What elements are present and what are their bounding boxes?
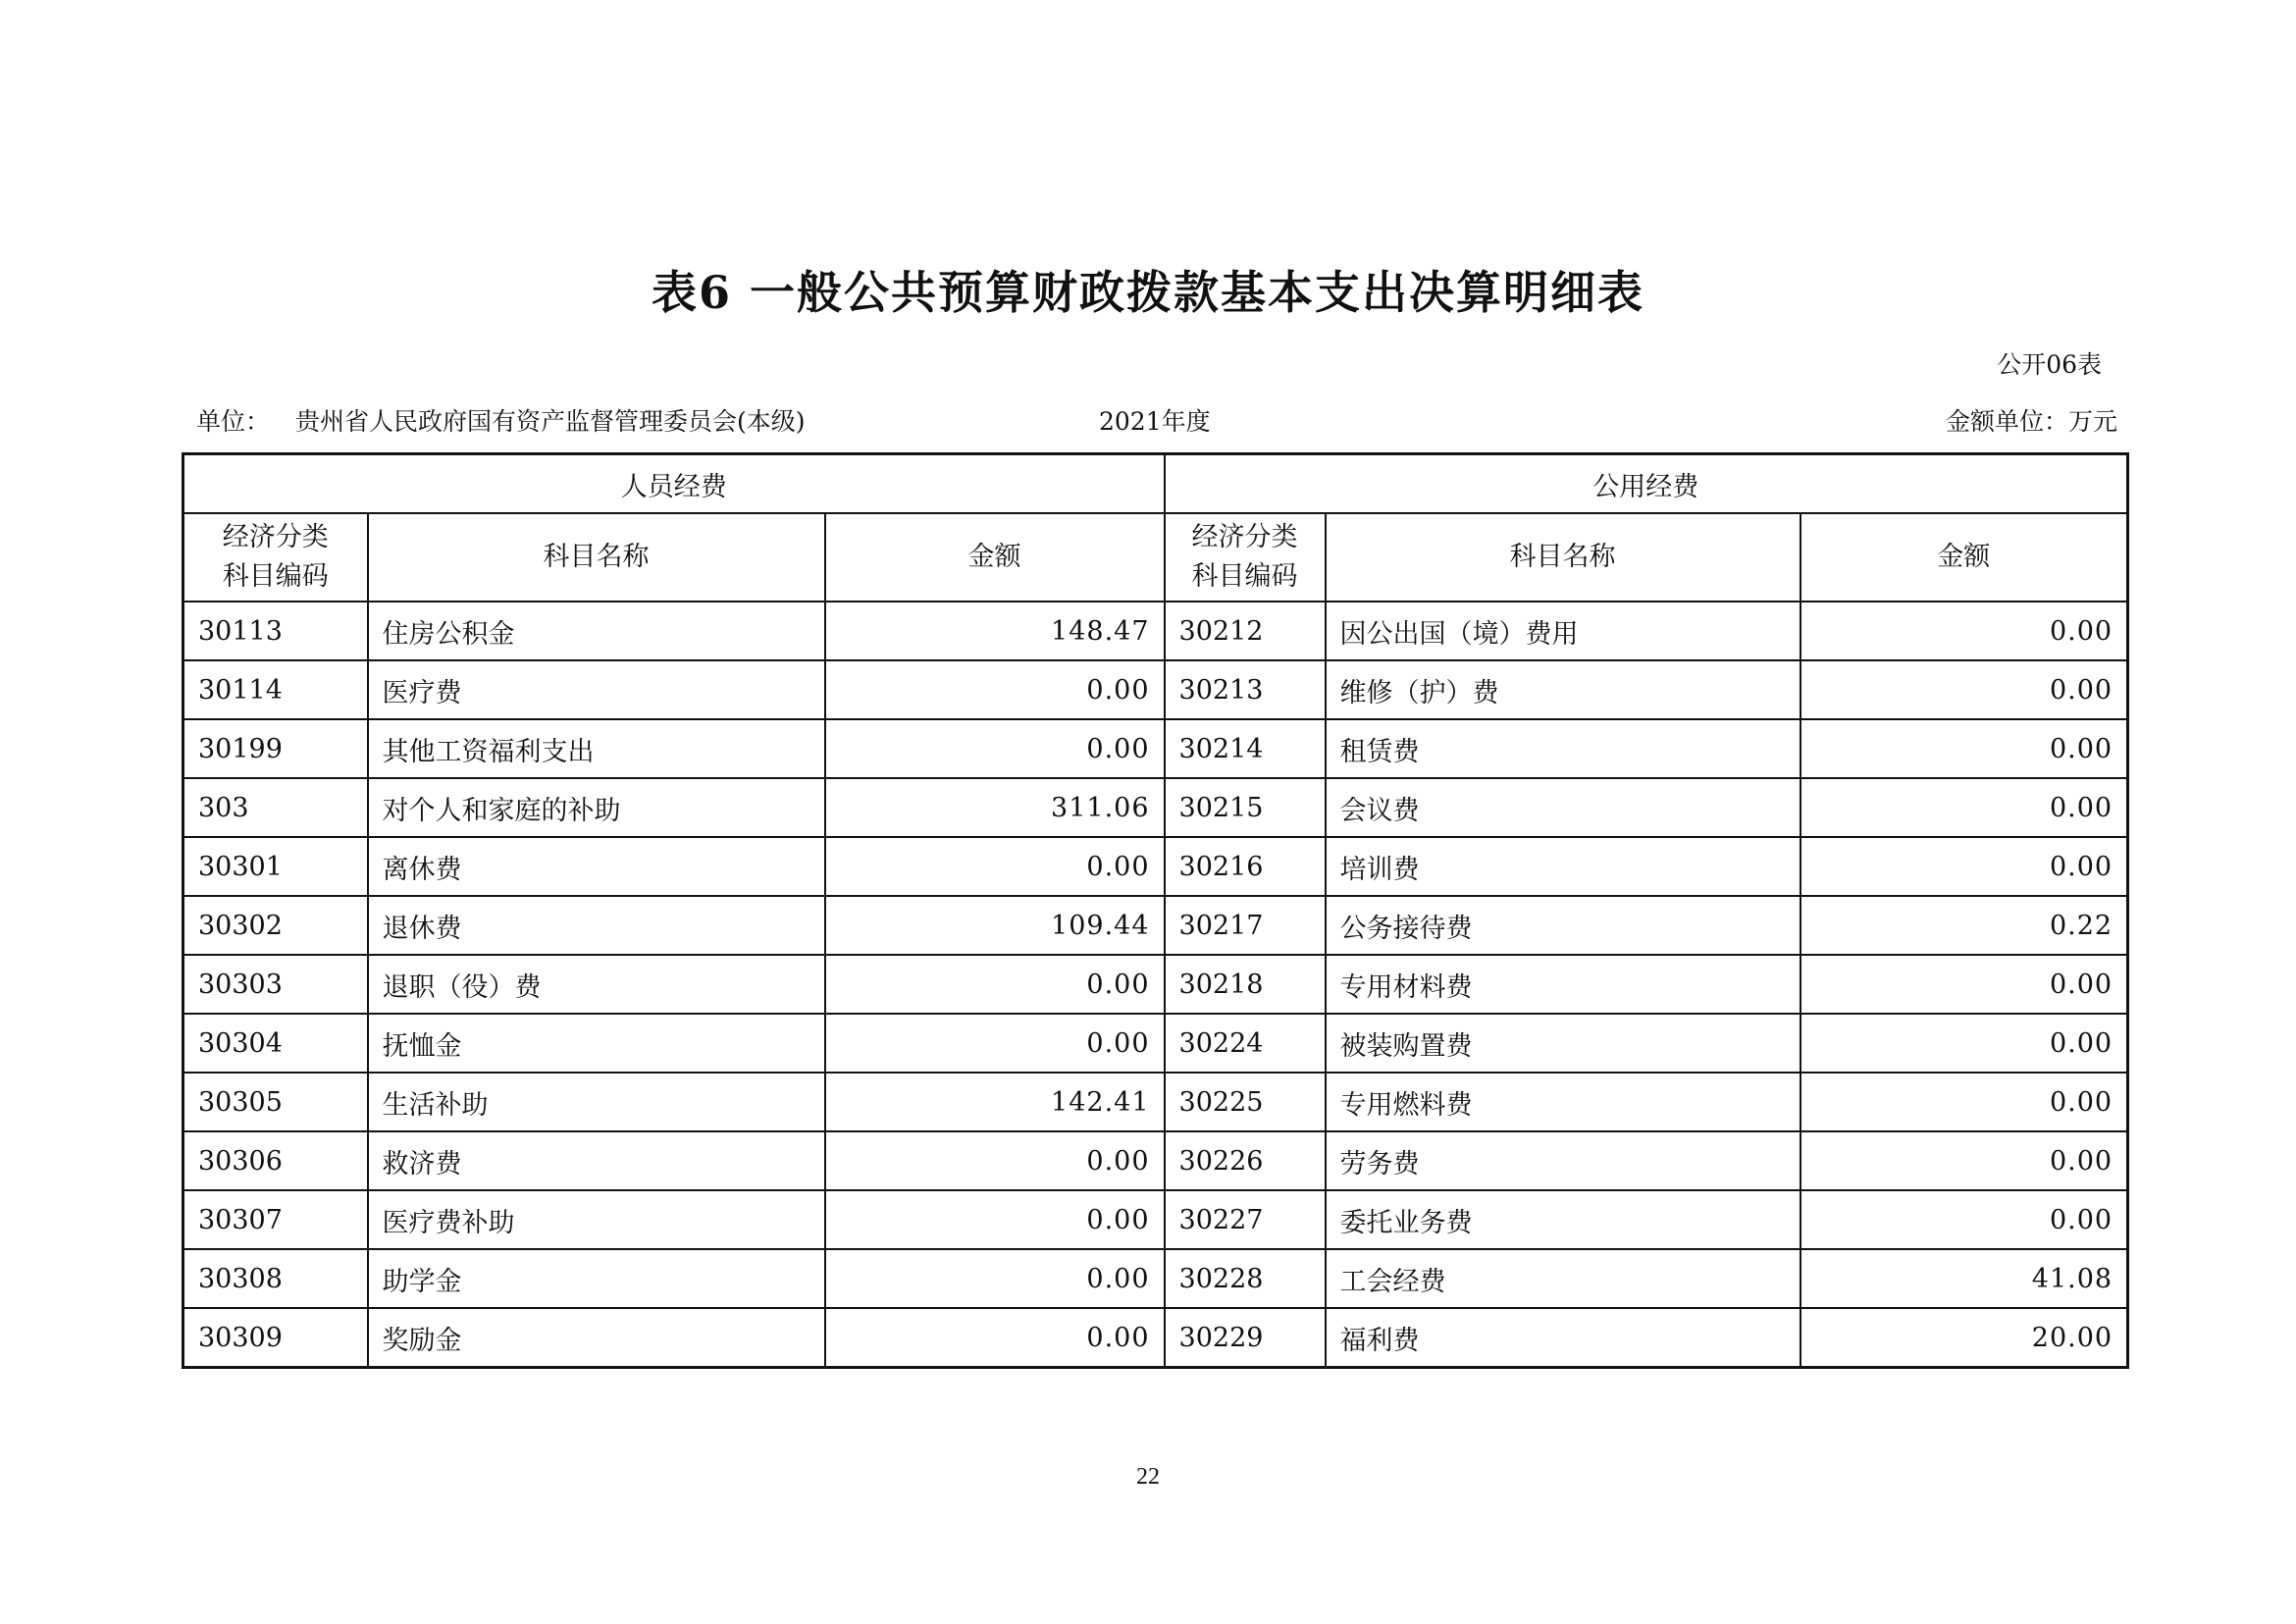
unit-info (196, 402, 806, 438)
public-code: 30218 (1165, 955, 1326, 1014)
public-item-name: 福利费 (1326, 1308, 1800, 1368)
personnel-amount: 0.00 (825, 1308, 1165, 1368)
code-header-line2: 科目编码 (1191, 561, 1298, 592)
amount-column-header: 金额 (825, 513, 1165, 602)
public-amount: 0.00 (1800, 719, 2128, 778)
personnel-item-name: 住房公积金 (368, 602, 825, 660)
personnel-item-name: 离休费 (368, 837, 825, 896)
personnel-code: 30309 (183, 1308, 368, 1368)
personnel-code: 30304 (183, 1014, 368, 1073)
public-code: 30217 (1165, 896, 1326, 955)
code-header-line1: 经济分类 (1191, 522, 1298, 552)
personnel-code: 30303 (183, 955, 368, 1014)
personnel-amount: 109.44 (825, 896, 1165, 955)
budget-table (182, 452, 2129, 1369)
public-item-name: 因公出国（境）费用 (1326, 602, 1800, 660)
public-item-name: 会议费 (1326, 778, 1800, 837)
form-number: 公开06表 (1997, 350, 2102, 379)
public-item-name: 专用燃料费 (1326, 1073, 1800, 1131)
public-code: 30214 (1165, 719, 1326, 778)
public-amount: 0.00 (1800, 955, 2128, 1014)
public-item-name: 专用材料费 (1326, 955, 1800, 1014)
public-item-name: 工会经费 (1326, 1249, 1800, 1308)
table-row (183, 602, 2128, 660)
public-code: 30225 (1165, 1073, 1326, 1131)
personnel-amount: 0.00 (825, 1190, 1165, 1249)
personnel-code: 30307 (183, 1190, 368, 1249)
fiscal-year: 2021年度 (1099, 407, 1211, 436)
personnel-item-name: 抚恤金 (368, 1014, 825, 1073)
personnel-amount: 311.06 (825, 778, 1165, 837)
personnel-amount: 0.00 (825, 719, 1165, 778)
personnel-code: 30308 (183, 1249, 368, 1308)
table-row (183, 719, 2128, 778)
personnel-expense-header: 人员经费 (183, 454, 1165, 514)
personnel-code: 303 (183, 778, 368, 837)
table-row (183, 837, 2128, 896)
table-row (183, 1190, 2128, 1249)
public-item-name: 被装购置费 (1326, 1014, 1800, 1073)
unit-label: 单位： (196, 407, 271, 436)
public-code: 30212 (1165, 602, 1326, 660)
page-number: 22 (1136, 1464, 1160, 1490)
personnel-item-name: 其他工资福利支出 (368, 719, 825, 778)
public-amount: 0.00 (1800, 1131, 2128, 1190)
currency-unit: 金额单位：万元 (1945, 407, 2117, 436)
name-column-header: 科目名称 (368, 513, 825, 602)
personnel-amount: 0.00 (825, 1131, 1165, 1190)
personnel-item-name: 救济费 (368, 1131, 825, 1190)
code-header-line2: 科目编码 (222, 561, 329, 592)
public-code: 30224 (1165, 1014, 1326, 1073)
personnel-item-name: 医疗费 (368, 660, 825, 719)
public-item-name: 培训费 (1326, 837, 1800, 896)
public-code: 30216 (1165, 837, 1326, 896)
amount-column-header: 金额 (1800, 513, 2128, 602)
personnel-amount: 0.00 (825, 1249, 1165, 1308)
public-amount: 0.00 (1800, 1190, 2128, 1249)
public-item-name: 维修（护）费 (1326, 660, 1800, 719)
page-title: 表6 一般公共预算财政拨款基本支出决算明细表 (651, 266, 1645, 319)
personnel-item-name: 退休费 (368, 896, 825, 955)
personnel-amount: 0.00 (825, 955, 1165, 1014)
public-code: 30227 (1165, 1190, 1326, 1249)
table-row (183, 1073, 2128, 1131)
name-column-header: 科目名称 (1326, 513, 1800, 602)
table-row (183, 896, 2128, 955)
public-code: 30229 (1165, 1308, 1326, 1368)
code-header-line1: 经济分类 (222, 522, 329, 552)
public-amount: 0.00 (1800, 778, 2128, 837)
public-code: 30228 (1165, 1249, 1326, 1308)
table-row (183, 1014, 2128, 1073)
public-item-name: 劳务费 (1326, 1131, 1800, 1190)
personnel-code: 30301 (183, 837, 368, 896)
public-amount: 0.00 (1800, 1014, 2128, 1073)
public-code: 30226 (1165, 1131, 1326, 1190)
public-amount: 0.00 (1800, 660, 2128, 719)
personnel-amount: 0.00 (825, 660, 1165, 719)
personnel-amount: 142.41 (825, 1073, 1165, 1131)
personnel-amount: 0.00 (825, 1014, 1165, 1073)
public-expense-header: 公用经费 (1165, 454, 2128, 514)
group-header-row (183, 454, 2128, 514)
personnel-item-name: 生活补助 (368, 1073, 825, 1131)
personnel-code: 30199 (183, 719, 368, 778)
public-amount: 0.22 (1800, 896, 2128, 955)
public-item-name: 公务接待费 (1326, 896, 1800, 955)
personnel-code: 30306 (183, 1131, 368, 1190)
public-amount: 0.00 (1800, 837, 2128, 896)
column-header-row (183, 513, 2128, 602)
personnel-item-name: 医疗费补助 (368, 1190, 825, 1249)
table-row (183, 1249, 2128, 1308)
personnel-code: 30113 (183, 602, 368, 660)
personnel-amount: 148.47 (825, 602, 1165, 660)
personnel-code: 30302 (183, 896, 368, 955)
personnel-code: 30114 (183, 660, 368, 719)
personnel-item-name: 助学金 (368, 1249, 825, 1308)
table-row (183, 955, 2128, 1014)
public-amount: 41.08 (1800, 1249, 2128, 1308)
table-row (183, 1308, 2128, 1368)
personnel-amount: 0.00 (825, 837, 1165, 896)
table-row (183, 660, 2128, 719)
meta-row (196, 402, 2117, 438)
public-amount: 20.00 (1800, 1308, 2128, 1368)
public-code: 30215 (1165, 778, 1326, 837)
public-item-name: 租赁费 (1326, 719, 1800, 778)
unit-value: 贵州省人民政府国有资产监督管理委员会(本级) (295, 407, 806, 436)
public-code: 30213 (1165, 660, 1326, 719)
table-row (183, 1131, 2128, 1190)
public-amount: 0.00 (1800, 602, 2128, 660)
personnel-item-name: 奖励金 (368, 1308, 825, 1368)
public-item-name: 委托业务费 (1326, 1190, 1800, 1249)
personnel-code: 30305 (183, 1073, 368, 1131)
public-amount: 0.00 (1800, 1073, 2128, 1131)
table-row (183, 778, 2128, 837)
personnel-item-name: 退职（役）费 (368, 955, 825, 1014)
code-column-header (183, 513, 368, 602)
code-column-header (1165, 513, 1326, 602)
personnel-item-name: 对个人和家庭的补助 (368, 778, 825, 837)
